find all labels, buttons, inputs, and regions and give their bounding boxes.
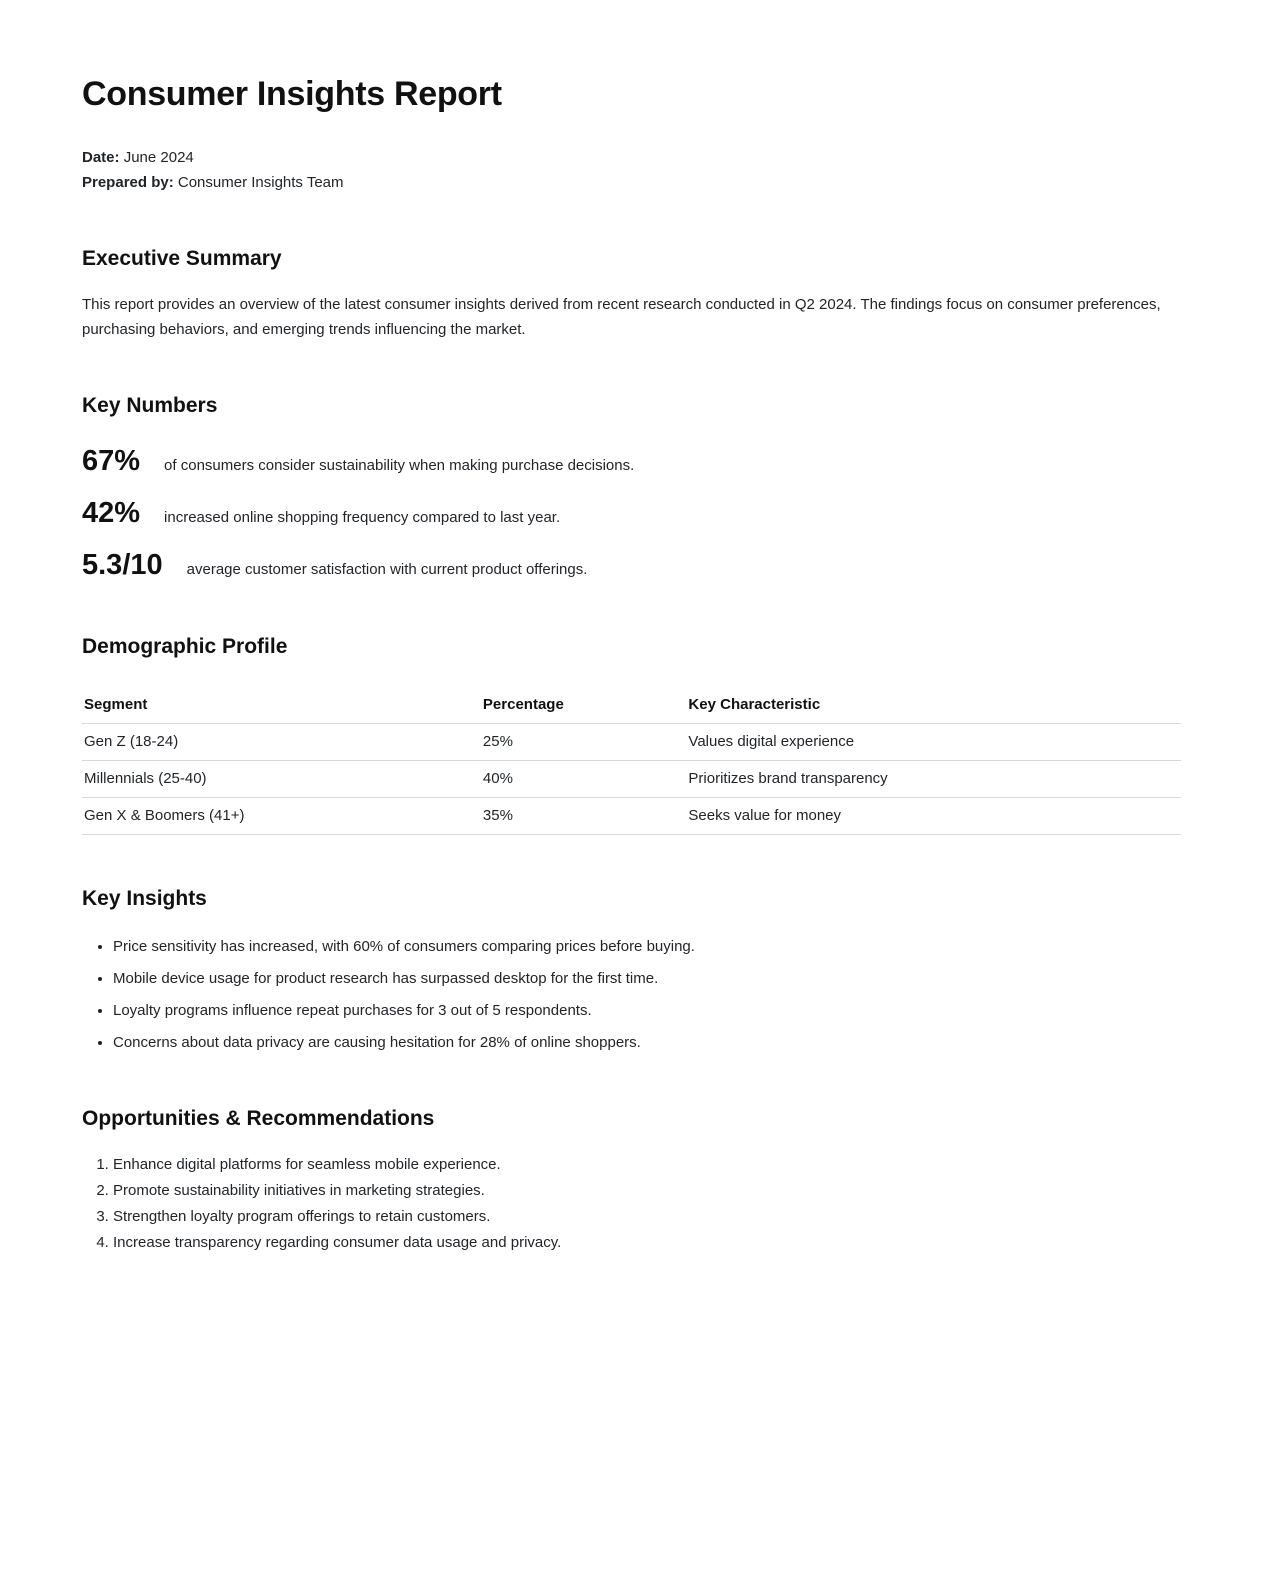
- cell-segment: Millennials (25-40): [82, 760, 481, 797]
- column-header-key-characteristic: Key Characteristic: [686, 687, 1181, 724]
- prepared-by-line: [82, 170, 1181, 195]
- recommendation-item: 1. Enhance digital platforms for seamless mobile experience.: [113, 1152, 1181, 1178]
- key-number-description: average customer satisfaction with current product offerings.: [186, 561, 588, 579]
- column-header-segment: Segment: [82, 687, 481, 724]
- insight-item: • Concerns about data privacy are causing hesitation for 28% of online shoppers.: [113, 1030, 1181, 1055]
- recommendation-item: 2. Promote sustainability initiatives in marketing strategies.: [113, 1178, 1181, 1204]
- section-heading-key-insights: Key Insights: [82, 886, 207, 910]
- cell-percentage: 35%: [481, 797, 687, 834]
- section-heading-opportunities: Opportunities & Recommendations: [82, 1106, 435, 1130]
- demographics-table: [82, 687, 1181, 835]
- column-header-percentage: Percentage: [481, 687, 687, 724]
- cell-segment: Gen Z (18-24): [82, 723, 481, 760]
- key-number-value: 5.3/10: [82, 549, 163, 582]
- key-number-item: [82, 495, 1181, 531]
- insight-item: • Loyalty programs influence repeat purchases for 3 out of 5 respondents.: [113, 998, 1181, 1023]
- prepared-by-value: Consumer Insights Team: [177, 173, 344, 191]
- date-line: [82, 145, 1181, 170]
- date-value: June 2024: [123, 148, 194, 166]
- cell-characteristic: Prioritizes brand transparency: [686, 760, 1181, 797]
- date-label: Date:: [82, 148, 120, 166]
- insight-item: • Mobile device usage for product research has surpassed desktop for the first time.: [113, 966, 1181, 991]
- prepared-by-label: Prepared by:: [82, 173, 174, 191]
- key-number-value: 67%: [82, 445, 141, 478]
- key-number-item: [82, 547, 1181, 583]
- key-number-value: 42%: [82, 497, 141, 530]
- cell-percentage: 40%: [481, 760, 687, 797]
- page-title: Consumer Insights Report: [82, 75, 502, 113]
- cell-characteristic: Seeks value for money: [686, 797, 1181, 834]
- key-number-description: of consumers consider sustainability when making purchase decisions.: [164, 457, 635, 475]
- key-number-description: increased online shopping frequency compared to last year.: [164, 509, 561, 527]
- executive-summary-text: This report provides an overview of the latest consumer insights derived from recent research conducted in Q2 2024. The findings focus on consumer preferences, purchasing behaviors, and emerging trends influencing the market.: [82, 296, 1161, 339]
- table-row: [82, 760, 1181, 797]
- cell-percentage: 25%: [481, 723, 687, 760]
- recommendation-item: 3. Strengthen loyalty program offerings to retain customers.: [113, 1204, 1181, 1230]
- recommendations-list: [82, 1152, 1181, 1256]
- insight-item: • Price sensitivity has increased, with 60% of consumers comparing prices before buying.: [113, 934, 1181, 959]
- section-heading-demographic-profile: Demographic Profile: [82, 635, 288, 659]
- section-heading-key-numbers: Key Numbers: [82, 394, 218, 418]
- table-row: [82, 797, 1181, 834]
- key-number-item: [82, 443, 1181, 479]
- table-header-row: [82, 687, 1181, 724]
- cell-characteristic: Values digital experience: [686, 723, 1181, 760]
- section-heading-executive-summary: Executive Summary: [82, 246, 282, 270]
- recommendation-item: 4. Increase transparency regarding consumer data usage and privacy.: [113, 1230, 1181, 1256]
- table-row: [82, 723, 1181, 760]
- cell-segment: Gen X & Boomers (41+): [82, 797, 481, 834]
- insights-list: [82, 934, 1181, 1055]
